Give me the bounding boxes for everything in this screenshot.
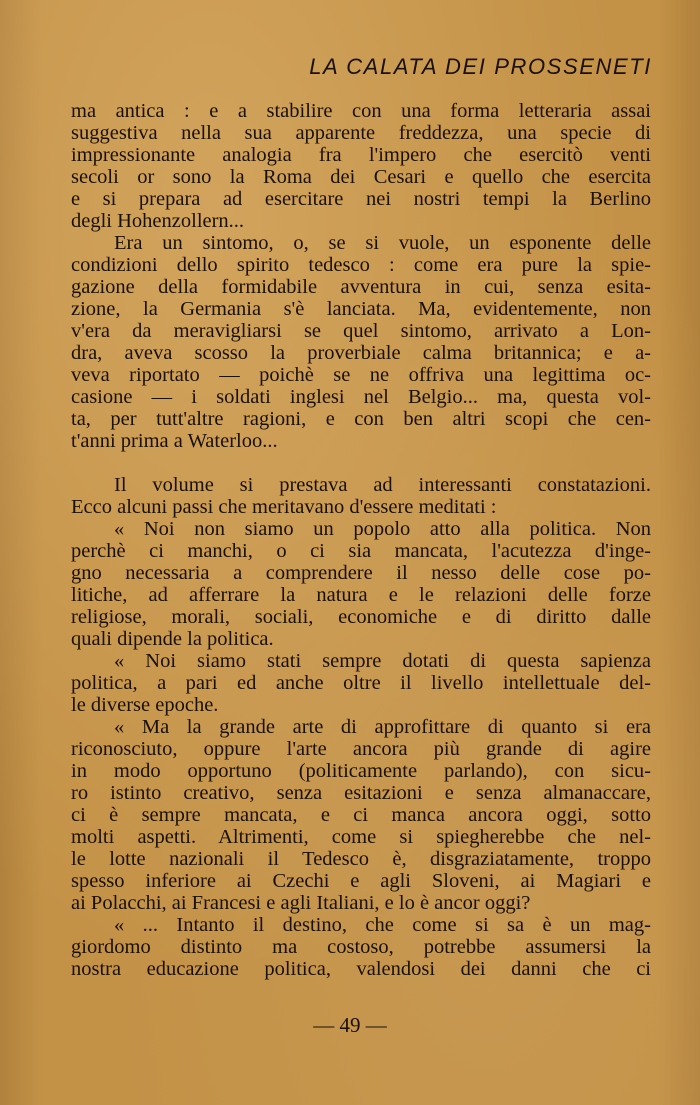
text-line: spesso inferiore ai Czechi e agli Sloveni, ai Magiari e (71, 870, 651, 892)
text-line: riconosciuto, oppure l'arte ancora più grande di agire (71, 738, 651, 760)
text-line: le diverse epoche. (71, 694, 219, 716)
text-line: gno necessaria a comprendere il nesso delle cose po- (71, 562, 651, 584)
text-line: suggestiva nella sua apparente freddezza, una specie di (71, 122, 651, 144)
paragraph (71, 474, 651, 518)
text-line: « ... Intanto il destino, che come si sa è un mag- (114, 914, 651, 936)
text-line: dra, aveva scosso la proverbiale calma britannica; e a- (71, 342, 651, 364)
text-line: Era un sintomo, o, se si vuole, un esponente delle (114, 232, 651, 254)
running-head: LA CALATA DEI PROSSENETI (309, 54, 652, 79)
text-line: ro istinto creativo, senza esitazioni e senza almanaccare, (71, 782, 651, 804)
text-line: molti aspetti. Altrimenti, come si spiegherebbe che nel- (71, 826, 651, 848)
paragraph (71, 518, 651, 650)
text-line: quali dipende la politica. (71, 628, 274, 650)
text-line: « Ma la grande arte di approfittare di quanto si era (114, 716, 651, 738)
text-line: ta, per tutt'altre ragioni, e con ben altri scopi che cen- (71, 408, 651, 430)
paragraph (71, 914, 651, 980)
text-line: perchè ci manchi, o ci sia mancata, l'acutezza d'inge- (71, 540, 651, 562)
text-line: in modo opportuno (politicamente parlando), con sicu- (71, 760, 651, 782)
text-line: condizioni dello spirito tedesco : come era pure la spie- (71, 254, 651, 276)
text-line: t'anni prima a Waterloo... (71, 430, 278, 452)
text-line: « Noi siamo stati sempre dotati di questa sapienza (114, 650, 651, 672)
text-line: zione, la Germania s'è lanciata. Ma, evidentemente, non (71, 298, 651, 320)
paragraph (71, 650, 651, 716)
text-line: le lotte nazionali il Tedesco è, disgraziatamente, troppo (71, 848, 651, 870)
text-line: giordomo distinto ma costoso, potrebbe assumersi la (71, 936, 651, 958)
text-line: religiose, morali, sociali, economiche e di diritto dalle (71, 606, 651, 628)
text-line: nostra educazione politica, valendosi dei danni che ci (71, 958, 651, 980)
paragraph (71, 716, 651, 914)
text-line: ci è sempre mancata, e ci manca ancora oggi, sotto (71, 804, 651, 826)
text-line: degli Hohenzollern... (71, 210, 245, 232)
text-line: litiche, ad afferrare la natura e le relazioni delle forze (71, 584, 651, 606)
text-line: secoli or sono la Roma dei Cesari e quello che esercita (71, 166, 651, 188)
paragraph-gap (71, 452, 651, 474)
paragraph (71, 232, 651, 452)
text-line: gazione della formidabile avventura in cui, senza esita- (71, 276, 651, 298)
text-line: Il volume si prestava ad interessanti constatazioni. (114, 474, 651, 496)
paragraph (71, 100, 651, 232)
text-line: v'era da meravigliarsi se quel sintomo, arrivato a Lon- (71, 320, 651, 342)
text-line: impressionante analogia fra l'impero che esercitò venti (71, 144, 651, 166)
text-line: e si prepara ad esercitare nei nostri tempi la Berlino (71, 188, 651, 210)
page-number: — 49 — (313, 1013, 387, 1037)
body-text (71, 100, 651, 980)
text-line: ma antica : e a stabilire con una forma letteraria assai (71, 100, 651, 122)
text-line: ai Polacchi, ai Francesi e agli Italiani, e lo è ancor oggi? (71, 892, 531, 914)
text-line: politica, a pari ed anche oltre il livello intellettuale del- (71, 672, 651, 694)
text-line: veva riportato — poichè se ne offriva una legittima oc- (71, 364, 651, 386)
text-line: Ecco alcuni passi che meritavano d'essere meditati : (71, 496, 497, 518)
text-line: « Noi non siamo un popolo atto alla politica. Non (114, 518, 651, 540)
text-line: casione — i soldati inglesi nel Belgio... ma, questa vol- (71, 386, 651, 408)
